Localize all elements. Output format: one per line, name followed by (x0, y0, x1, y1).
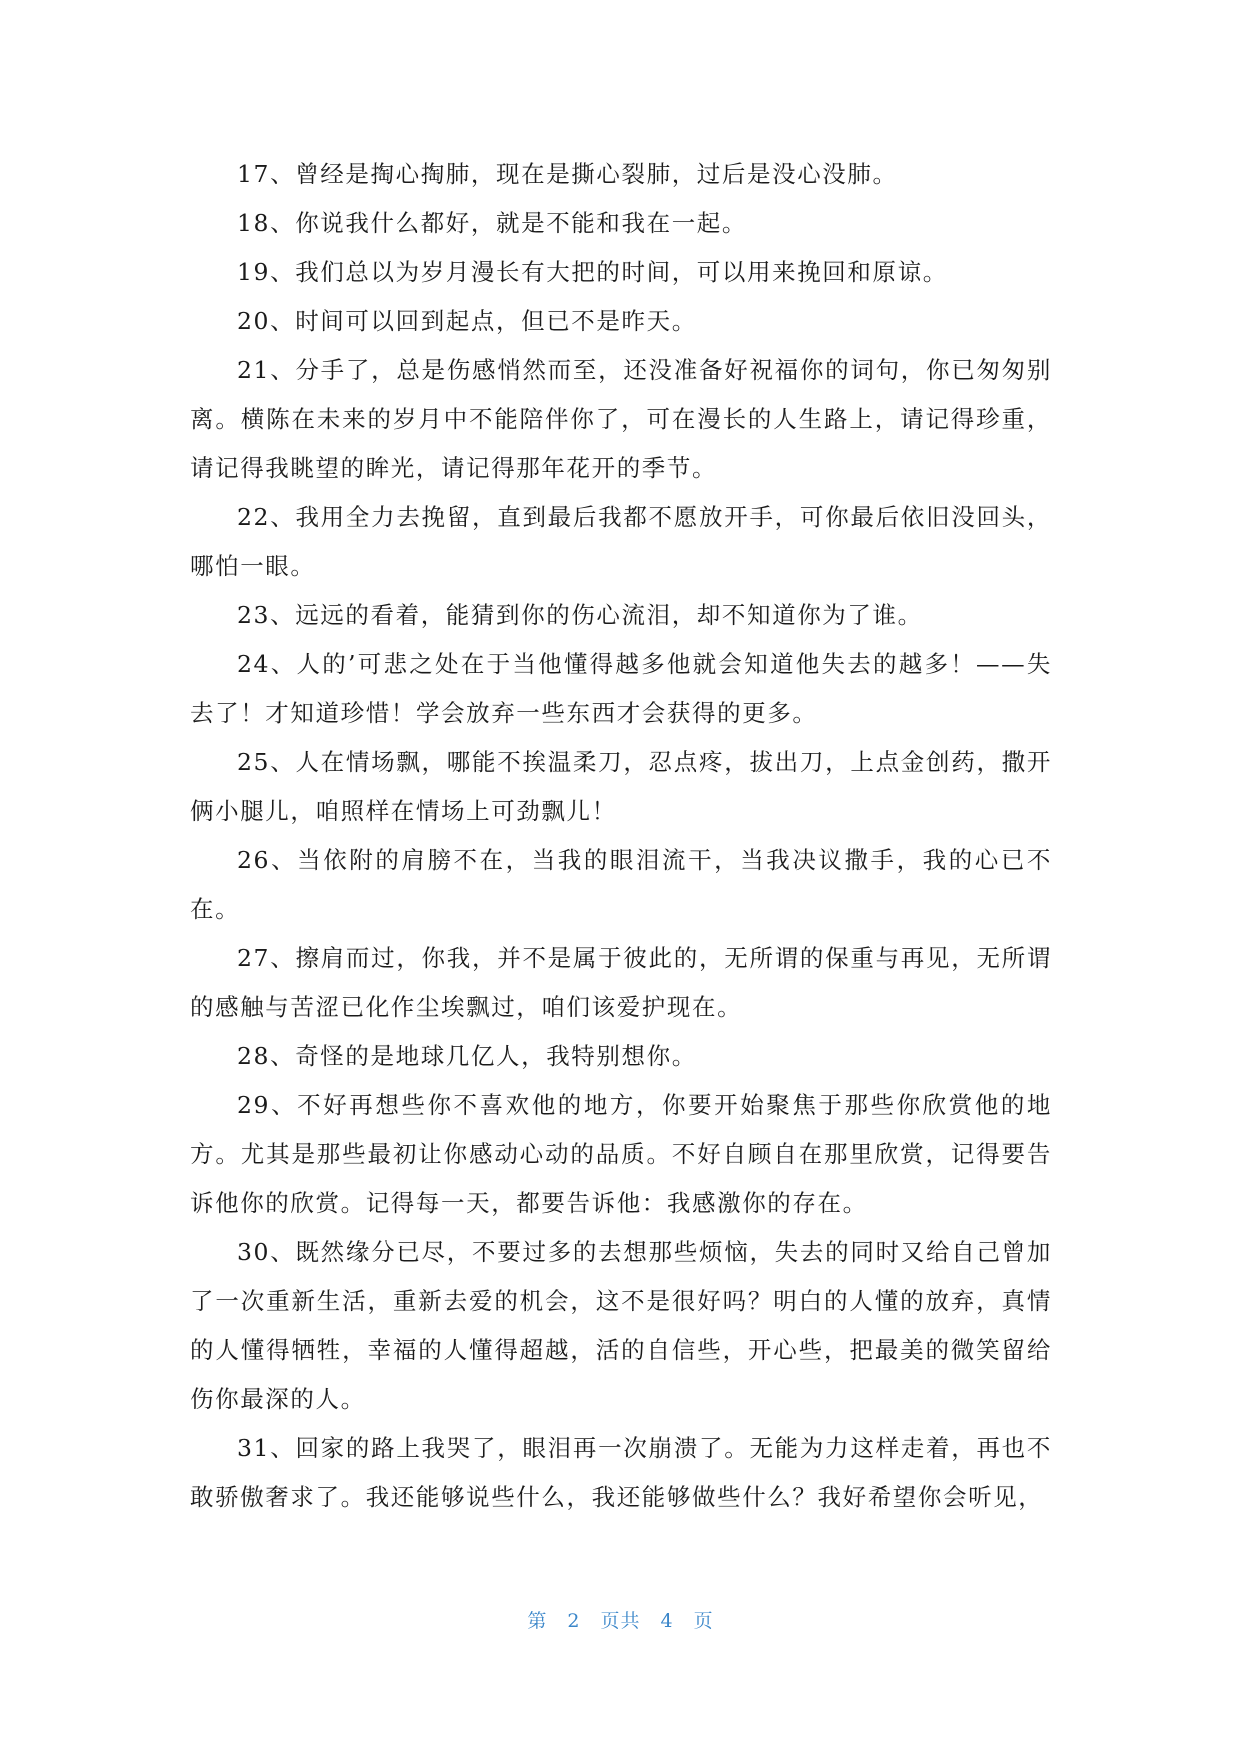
paragraph-19: 19、我们总以为岁月漫长有大把的时间，可以用来挽回和原谅。 (237, 258, 948, 286)
paragraph-22: 22、我用全力去挽留，直到最后我都不愿放开手，可你最后依旧没回头，哪怕一眼。 (190, 503, 1052, 580)
document-body (190, 150, 1052, 1522)
total-pages-number: 4 (660, 1610, 674, 1632)
paragraph-25: 25、人在情场飘，哪能不挨温柔刀，忍点疼，拔出刀，上点金创药，撒开俩小腿儿，咱照样在情场上可劲飘儿！ (190, 748, 1052, 825)
page-footer (0, 1606, 1241, 1633)
paragraph-28: 28、奇怪的是地球几亿人，我特别想你。 (237, 1042, 697, 1070)
paragraph-26: 26、当依附的肩膀不在，当我的眼泪流干，当我决议撒手，我的心已不在。 (190, 846, 1052, 923)
paragraph-31: 31、回家的路上我哭了，眼泪再一次崩溃了。无能为力这样走着，再也不敢骄傲奢求了。我还能够说些什么，我还能够做些什么？我好希望你会听见， (190, 1434, 1052, 1511)
current-page-number: 2 (567, 1610, 581, 1632)
paragraph-18: 18、你说我什么都好，就是不能和我在一起。 (237, 209, 748, 237)
page-label-suffix: 页 (693, 1610, 714, 1632)
paragraph-24: 24、人的’可悲之处在于当他懂得越多他就会知道他失去的越多！——失去了！才知道珍惜！学会放弃一些东西才会获得的更多。 (190, 650, 1052, 727)
page-label-middle: 页共 (600, 1610, 641, 1632)
paragraph-23: 23、远远的看着，能猜到你的伤心流泪，却不知道你为了谁。 (237, 601, 923, 629)
paragraph-20: 20、时间可以回到起点，但已不是昨天。 (237, 307, 697, 335)
page-label-prefix: 第 (527, 1610, 548, 1632)
paragraph-27: 27、擦肩而过，你我，并不是属于彼此的，无所谓的保重与再见，无所谓的感触与苦涩已化作尘埃飘过，咱们该爱护现在。 (190, 944, 1052, 1021)
paragraph-17: 17、曾经是掏心掏肺，现在是撕心裂肺，过后是没心没肺。 (237, 160, 898, 188)
paragraph-30: 30、既然缘分已尽，不要过多的去想那些烦恼，失去的同时又给自己曾加了一次重新生活，重新去爱的机会，这不是很好吗？明白的人懂的放弃，真情的人懂得牺牲，幸福的人懂得超越，活的自信些，开心些，把最美的微笑留给伤你最深的人。 (190, 1238, 1052, 1413)
paragraph-21: 21、分手了，总是伤感悄然而至，还没准备好祝福你的词句，你已匆匆别离。横陈在未来的岁月中不能陪伴你了，可在漫长的人生路上，请记得珍重，请记得我眺望的眸光，请记得那年花开的季节。 (190, 356, 1052, 482)
paragraph-29: 29、不好再想些你不喜欢他的地方，你要开始聚焦于那些你欣赏他的地方。尤其是那些最初让你感动心动的品质。不好自顾自在那里欣赏，记得要告诉他你的欣赏。记得每一天，都要告诉他：我感激你的存在。 (190, 1091, 1052, 1217)
